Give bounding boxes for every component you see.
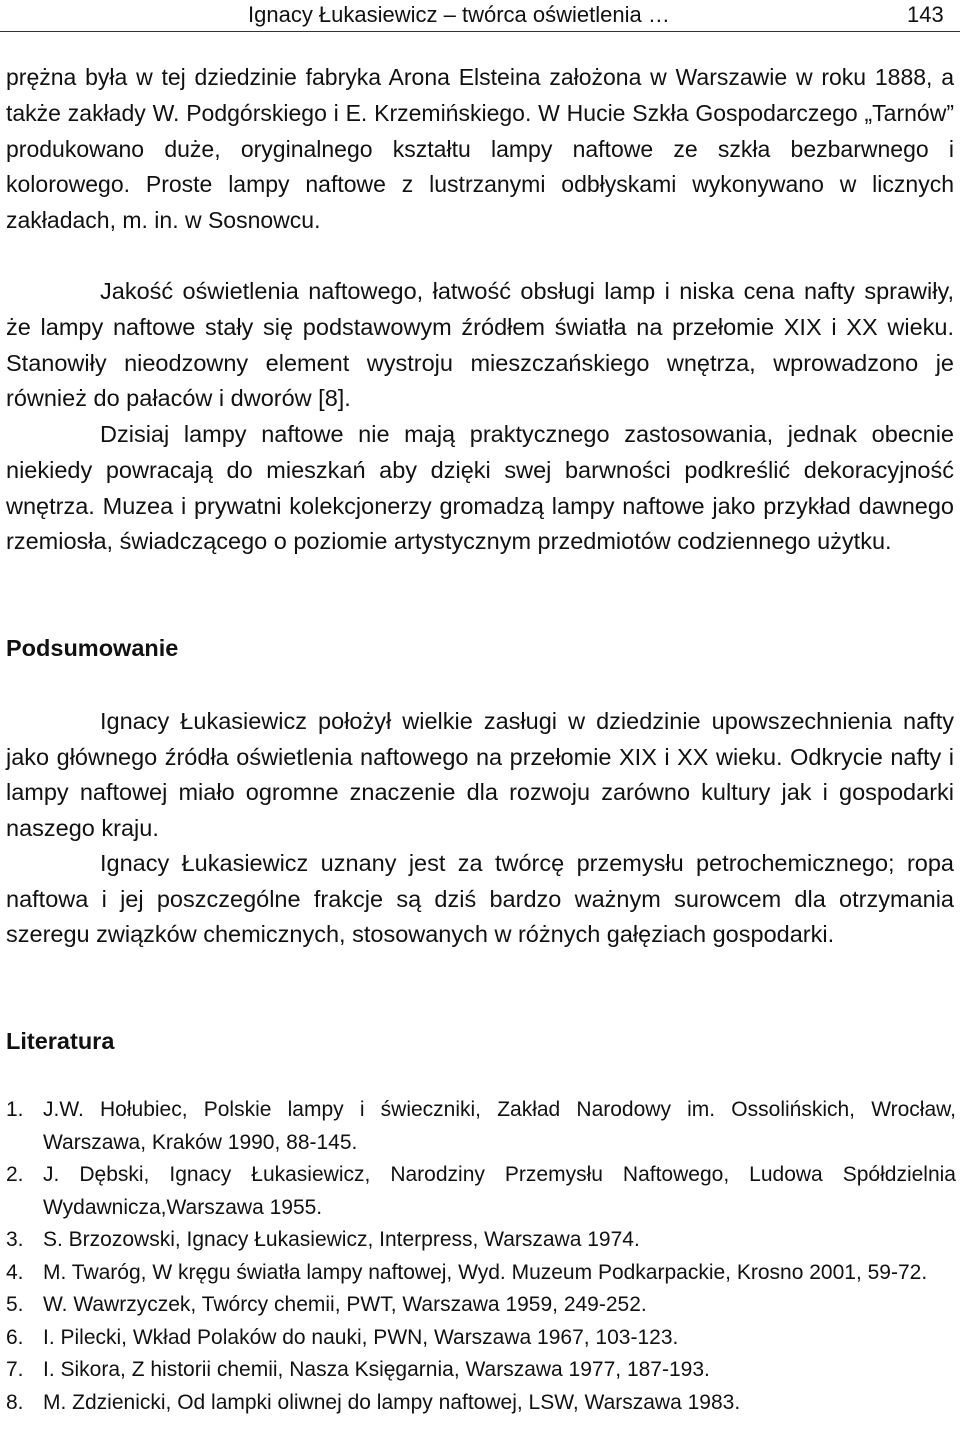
reference-item <box>6 1354 956 1387</box>
reference-text: M. Twaróg, W kręgu światła lampy naftowej, Wyd. Muzeum Podkarpackie, Krosno 2001, 59-72. <box>43 1260 928 1284</box>
reference-text: I. Sikora, Z historii chemii, Nasza Księgarnia, Warszawa 1977, 187-193. <box>43 1358 710 1381</box>
reference-number: 4. <box>6 1260 24 1284</box>
reference-text: W. Wawrzyczek, Twórcy chemii, PWT, Warszawa 1959, 249-252. <box>43 1293 647 1316</box>
section-heading-literature: Literatura <box>6 1028 115 1054</box>
summary-paragraph: Ignacy Łukasiewicz uznany jest za twórcę przemysłu petrochemicznego; ropa naftowa i jej poszczególne frakcje są dziś bardzo ważnym surowcem dla otrzymania szeregu związków chemicznych, stosowanych w różnych gałęziach gospodarki. <box>6 850 954 947</box>
page-number: 143 <box>907 2 944 27</box>
reference-text: J. Dębski, Ignacy Łukasiewicz, Narodziny Przemysłu Naftowego, Ludowa Spółdzielnia Wydawnicza,Warszawa 1955. <box>43 1163 956 1219</box>
reference-list <box>6 1094 956 1419</box>
reference-item <box>6 1387 956 1420</box>
reference-number: 1. <box>6 1098 24 1121</box>
reference-text: J.W. Hołubiec, Polskie lampy i świeczniki, Zakład Narodowy im. Ossolińskich, Wrocław, Warszawa, Kraków 1990, 88-145. <box>43 1098 956 1154</box>
running-header <box>0 0 960 32</box>
reference-text: S. Brzozowski, Ignacy Łukasiewicz, Interpress, Warszawa 1974. <box>43 1228 640 1251</box>
reference-item <box>6 1159 956 1224</box>
reference-item <box>6 1224 956 1257</box>
body-paragraph: prężna była w tej dziedzinie fabryka Arona Elsteina założona w Warszawie w roku 1888, a także zakłady W. Podgórskiego i E. Krzemińskiego. W Hucie Szkła Gospodarczego „Tarnów” produkowano duże, oryginalnego kształtu lampy naftowe ze szkła bezbarwnego i kolorowego. Proste lampy naftowe z lustrzanymi odbłyskami wykonywano w licznych zakładach, m. in. w Sosnowcu. <box>6 64 954 234</box>
reference-number: 5. <box>6 1293 24 1316</box>
reference-item <box>6 1094 956 1159</box>
reference-item <box>6 1257 956 1290</box>
reference-number: 2. <box>6 1163 24 1186</box>
section-heading-summary: Podsumowanie <box>6 635 179 661</box>
reference-number: 6. <box>6 1325 24 1349</box>
reference-number: 7. <box>6 1358 24 1381</box>
body-paragraph: Dzisiaj lampy naftowe nie mają praktycznego zastosowania, jednak obecnie niekiedy powracają do mieszkań aby dzięki swej barwności podkreślić dekoracyjność wnętrza. Muzea i prywatni kolekcjonerzy gromadzą lampy naftowe jako przykład dawnego rzemiosła, świadczącego o poziomie artystycznym przedmiotów codziennego użytku. <box>6 421 954 555</box>
reference-text: M. Zdzienicki, Od lampki oliwnej do lampy naftowej, LSW, Warszawa 1983. <box>43 1390 741 1414</box>
reference-number: 8. <box>6 1390 24 1414</box>
reference-text: I. Pilecki, Wkład Polaków do nauki, PWN, Warszawa 1967, 103-123. <box>43 1325 679 1349</box>
summary-paragraph: Ignacy Łukasiewicz położył wielkie zasługi w dziedzinie upowszechnienia nafty jako głównego źródła oświetlenia naftowego na przełomie XIX i XX wieku. Odkrycie nafty i lampy naftowej miało ogromne znaczenie dla rozwoju zarówno kultury jak i gospodarki naszego kraju. <box>6 708 954 841</box>
reference-item <box>6 1289 956 1322</box>
reference-number: 3. <box>6 1228 24 1251</box>
reference-item <box>6 1322 956 1355</box>
running-header-title: Ignacy Łukasiewicz – twórca oświetlenia … <box>248 2 670 27</box>
body-paragraph: Jakość oświetlenia naftowego, łatwość obsługi lamp i niska cena nafty sprawiły, że lampy naftowe stały się podstawowym źródłem światła na przełomie XIX i XX wieku. Stanowiły nieodzowny element wystroju mieszczańskiego wnętrza, wprowadzono je również do pałaców i dworów [8]. <box>6 278 954 412</box>
